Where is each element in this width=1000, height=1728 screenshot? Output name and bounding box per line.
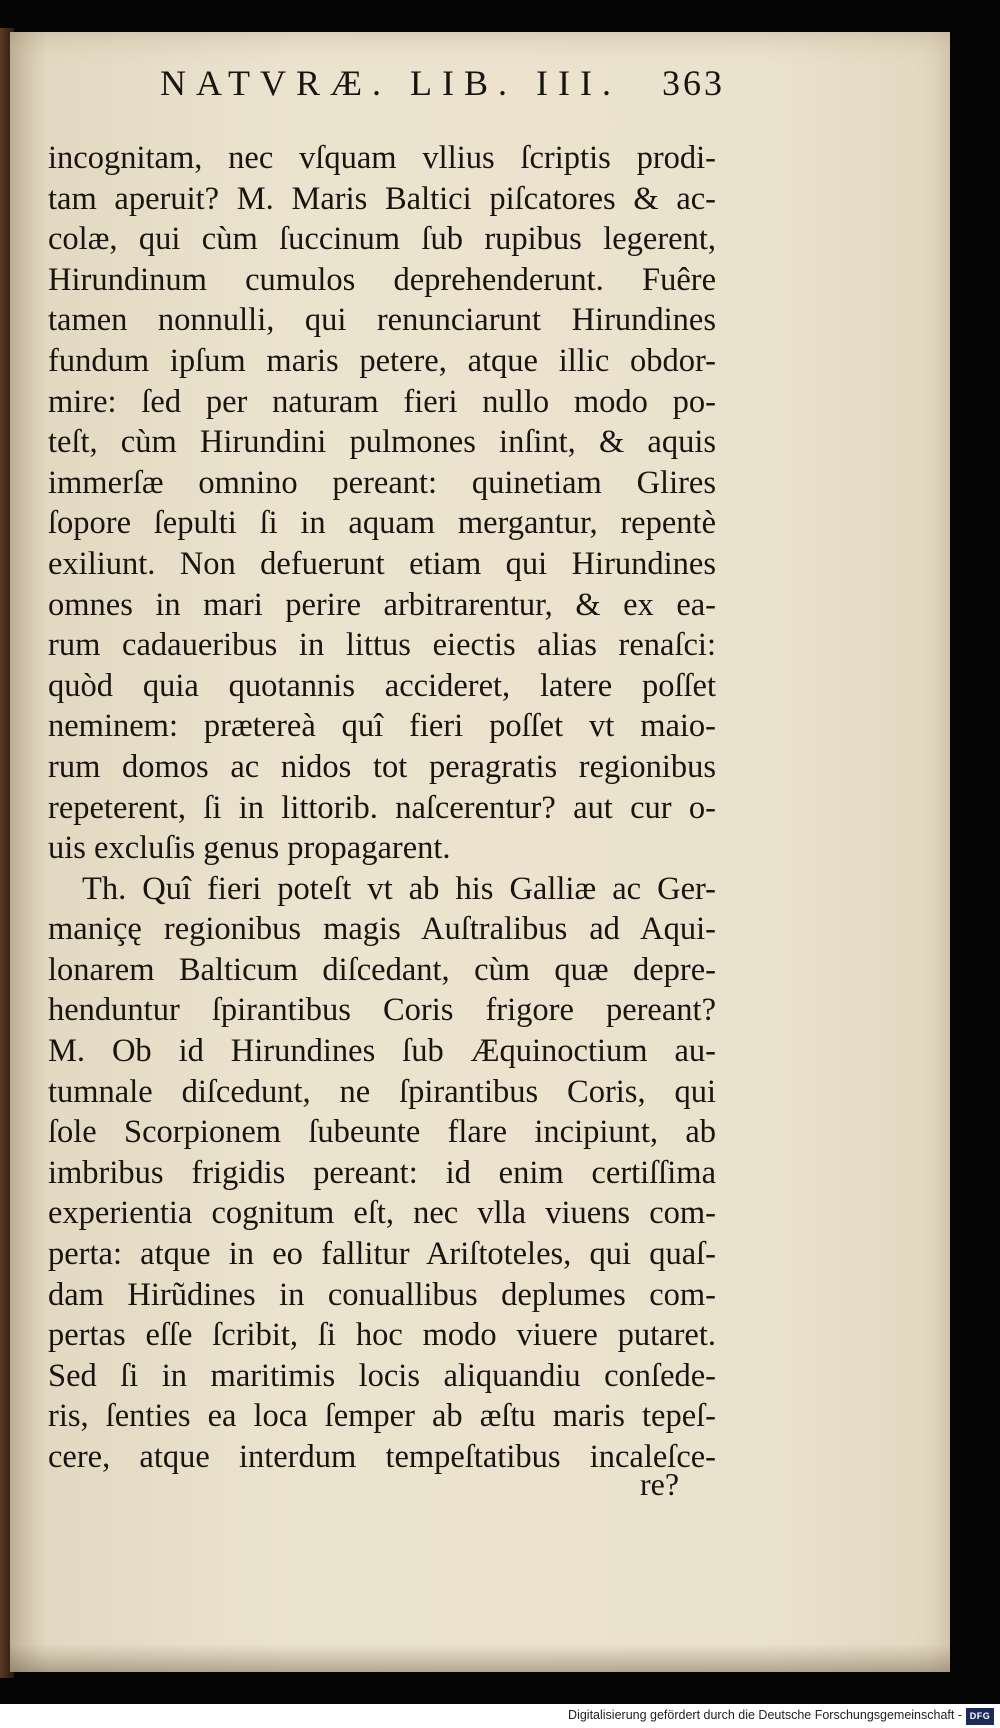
text-line: Sed ſi in maritimis locis aliquandiu conſede- bbox=[48, 1357, 716, 1394]
text-line: M. Ob id Hirundines ſub Æquinoctium au- bbox=[48, 1033, 716, 1070]
catchword: re? bbox=[640, 1466, 680, 1502]
text-line: fundum ipſum maris petere, atque illic obdor- bbox=[48, 342, 716, 379]
text-line: tam aperuit? M. Maris Baltici piſcatores & ac- bbox=[48, 180, 716, 217]
text-line: Hirundinum cumulos deprehenderunt. Fuêre bbox=[48, 261, 716, 298]
text-line: uis excluſis genus propagarent. bbox=[48, 830, 451, 867]
credit-text: Digitalisierung gefördert durch die Deutsche Forschungsgemeinschaft - bbox=[568, 1708, 962, 1722]
text-line: repeterent, ſi in littorib. naſcerentur? aut cur o- bbox=[48, 789, 716, 826]
text-line: Th. Quî fieri poteſt vt ab his Galliæ ac Ger- bbox=[82, 870, 716, 907]
text-line: omnes in mari perire arbitrarentur, & ex ea- bbox=[48, 586, 716, 623]
text-line: tamen nonnulli, qui renunciarunt Hirundines bbox=[48, 302, 716, 339]
text-line: exiliunt. Non defuerunt etiam qui Hirundines bbox=[48, 545, 716, 582]
page-shadow bbox=[10, 1644, 950, 1672]
text-line: dam Hirũdines in conuallibus deplumes com- bbox=[48, 1276, 716, 1313]
text-line: henduntur ſpirantibus Coris frigore pereant? bbox=[48, 992, 716, 1029]
page-number: 363 bbox=[662, 63, 725, 103]
text-line: perta: atque in eo fallitur Ariſtoteles, qui quaſ- bbox=[48, 1236, 716, 1273]
text-line: pertas eſſe ſcribit, ſi hoc modo viuere putaret. bbox=[48, 1317, 716, 1354]
text-line: rum domos ac nidos tot peragratis regionibus bbox=[48, 748, 716, 785]
text-line: incognitam, nec vſquam vllius ſcriptis prodi- bbox=[48, 140, 716, 176]
text-line: ſole Scorpionem ſubeunte flare incipiunt, ab bbox=[48, 1114, 716, 1151]
text-line: tumnale diſcedunt, ne ſpirantibus Coris, qui bbox=[48, 1073, 716, 1110]
body-text bbox=[48, 138, 716, 1478]
text-line: cere, atque interdum tempeſtatibus incaleſce- bbox=[48, 1439, 716, 1475]
text-line: quòd quia quotannis accideret, latere poſſet bbox=[48, 667, 716, 704]
text-line: neminem: prætereà quî fieri poſſet vt maio- bbox=[48, 708, 716, 745]
text-line: mire: ſed per naturam fieri nullo modo po- bbox=[48, 383, 716, 420]
credit-bar bbox=[0, 1704, 1000, 1728]
text-line: experientia cognitum eſt, nec vlla viuens com- bbox=[48, 1195, 716, 1232]
text-line: ſopore ſepulti ſi in aquam mergantur, repentè bbox=[48, 505, 716, 542]
text-line: ris, ſenties ea loca ſemper ab æſtu maris tepeſ- bbox=[48, 1398, 716, 1435]
dfg-logo: DFG bbox=[966, 1708, 994, 1725]
text-line: teſt, cùm Hirundini pulmones inſint, & aquis bbox=[48, 424, 716, 461]
running-title: NATVRÆ. LIB. III. bbox=[160, 63, 621, 103]
text-line: immerſæ omnino pereant: quinetiam Glires bbox=[48, 464, 716, 501]
text-line: lonarem Balticum diſcedant, cùm quæ depre- bbox=[48, 951, 716, 988]
text-line: maniçę regionibus magis Auſtralibus ad Aqui- bbox=[48, 911, 716, 948]
text-line: imbribus frigidis pereant: id enim certiſſima bbox=[48, 1154, 716, 1191]
text-line: colæ, qui cùm ſuccinum ſub rupibus legerent, bbox=[48, 221, 716, 258]
text-line: rum cadaueribus in littus eiectis alias renaſci: bbox=[48, 627, 716, 664]
